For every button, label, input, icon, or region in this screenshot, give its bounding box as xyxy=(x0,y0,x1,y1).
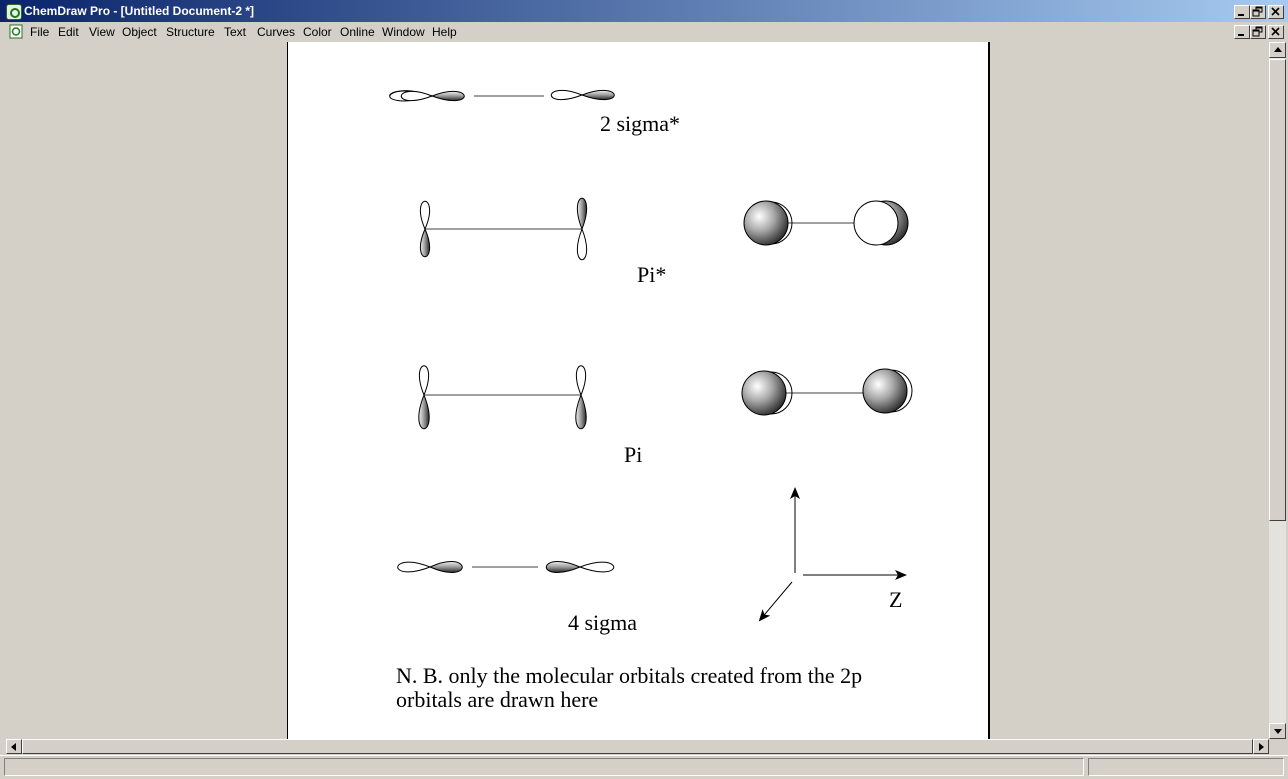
menu-color[interactable]: Color xyxy=(303,25,332,39)
window-title: ChemDraw Pro - [Untitled Document-2 *] xyxy=(24,4,255,18)
label-pi-star: Pi* xyxy=(637,262,667,287)
menu-text[interactable]: Text xyxy=(224,25,247,39)
vertical-scrollbar[interactable] xyxy=(1269,42,1286,739)
minimize-icon xyxy=(1235,26,1249,38)
doc-minimize-button[interactable] xyxy=(1234,25,1250,39)
scroll-down-button[interactable] xyxy=(1269,723,1286,739)
doc-restore-button[interactable] xyxy=(1250,25,1266,39)
pi-p-orbitals xyxy=(419,366,586,429)
menu-object[interactable]: Object xyxy=(122,25,157,39)
restore-icon xyxy=(1251,26,1265,38)
close-button[interactable] xyxy=(1268,5,1284,19)
pi-star-spheres xyxy=(744,201,908,245)
note-line-1: N. B. only the molecular orbitals created from the 2p xyxy=(396,663,863,688)
doc-close-button[interactable] xyxy=(1268,25,1284,39)
horizontal-scrollbar[interactable] xyxy=(6,739,1269,754)
sigma-orbital xyxy=(398,562,614,573)
app-icon[interactable] xyxy=(6,4,22,20)
sigma-star-orbital xyxy=(390,90,614,101)
menu-bar xyxy=(0,22,1288,42)
document-page[interactable] xyxy=(287,42,990,739)
menu-view[interactable]: View xyxy=(89,25,115,39)
status-pane-secondary xyxy=(1088,758,1284,776)
label-axis-z: Z xyxy=(889,587,903,612)
scroll-arrow-icon xyxy=(11,743,16,751)
orbital-diagram xyxy=(288,42,988,739)
close-icon xyxy=(1269,26,1283,38)
pi-spheres xyxy=(742,369,912,415)
document-icon[interactable] xyxy=(9,24,24,39)
title-bar xyxy=(0,0,1288,22)
menu-structure[interactable]: Structure xyxy=(166,25,215,39)
menu-online[interactable]: Online xyxy=(340,25,375,39)
coordinate-axes xyxy=(760,489,905,620)
workspace xyxy=(6,42,1269,739)
scroll-arrow-icon xyxy=(1259,743,1264,751)
scroll-left-button[interactable] xyxy=(6,739,22,754)
pi-star-p-orbitals xyxy=(420,198,586,260)
label-4-sigma: 4 sigma xyxy=(568,610,638,635)
scroll-arrow-icon xyxy=(1274,729,1282,734)
vertical-scroll-thumb[interactable] xyxy=(1269,59,1286,521)
label-pi: Pi xyxy=(624,442,643,467)
minimize-button[interactable] xyxy=(1234,5,1250,19)
scroll-corner xyxy=(1269,739,1288,754)
menu-window[interactable]: Window xyxy=(382,25,425,39)
restore-icon xyxy=(1251,6,1265,18)
menu-file[interactable]: File xyxy=(30,25,50,39)
menu-help[interactable]: Help xyxy=(432,25,457,39)
scroll-arrow-icon xyxy=(1274,47,1282,52)
status-pane-main xyxy=(4,758,1084,776)
minimize-icon xyxy=(1235,6,1249,18)
scroll-up-button[interactable] xyxy=(1269,42,1286,58)
note-line-2: orbitals are drawn here xyxy=(396,687,599,712)
menu-curves[interactable]: Curves xyxy=(257,25,296,39)
status-bar xyxy=(0,755,1288,779)
menu-edit[interactable]: Edit xyxy=(58,25,79,39)
restore-button[interactable] xyxy=(1250,5,1266,19)
label-2-sigma-star: 2 sigma* xyxy=(600,111,681,136)
horizontal-scroll-thumb[interactable] xyxy=(22,739,1253,754)
close-icon xyxy=(1269,6,1283,18)
scroll-right-button[interactable] xyxy=(1253,739,1269,754)
